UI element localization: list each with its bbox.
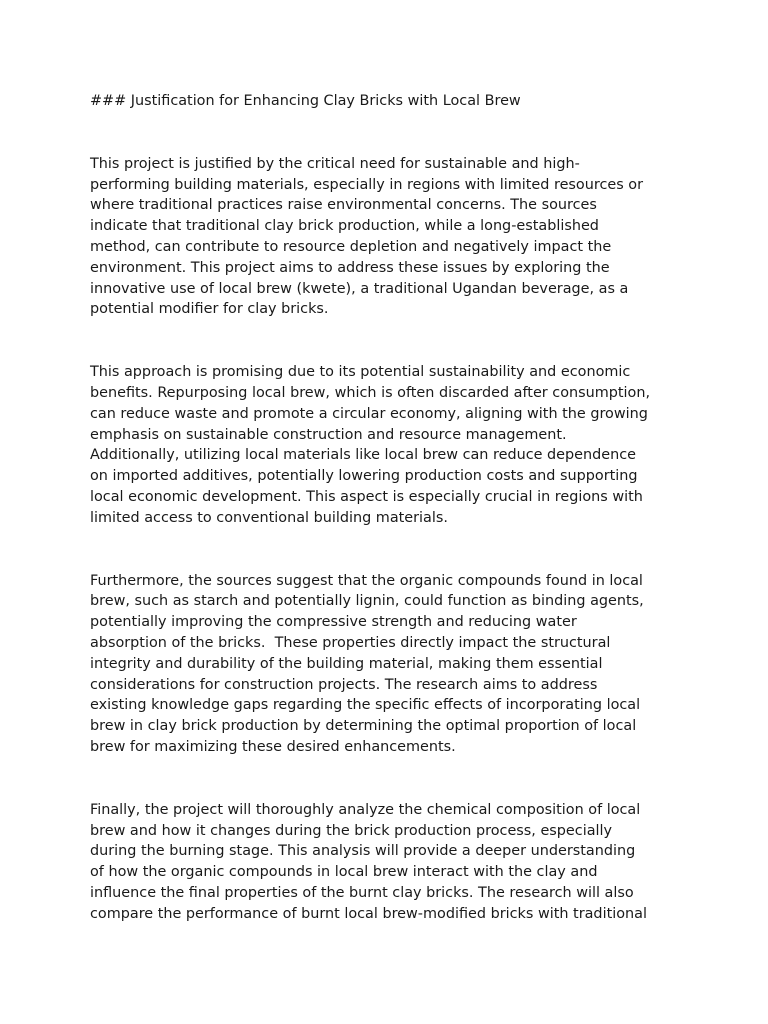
text-line: limited access to conventional building materials. [90,509,448,526]
text-line: performing building materials, especially in regions with limited resources or [90,176,643,193]
text-line: This project is justified by the critical need for sustainable and high- [90,155,580,172]
text-line: absorption of the bricks. These properties directly impact the structural [90,634,611,651]
text-line: potentially improving the compressive strength and reducing water [90,614,577,631]
text-line: during the burning stage. This analysis will provide a deeper understanding [90,843,636,860]
text-line: can reduce waste and promote a circular economy, aligning with the growing [90,405,648,422]
text-line: method, can contribute to resource depletion and negatively impact the [90,238,612,255]
text-line: emphasis on sustainable construction and resource management. [90,426,567,443]
document-page [90,91,690,967]
text-line: local economic development. This aspect is especially crucial in regions with [90,488,643,505]
text-line: innovative use of local brew (kwete), a traditional Ugandan beverage, as a [90,280,629,297]
text-line: integrity and durability of the building material, making them essential [90,655,603,672]
text-line: brew, such as starch and potentially lignin, could function as binding agents, [90,593,644,610]
paragraph-3 [90,571,690,758]
text-line: of how the organic compounds in local brew interact with the clay and [90,864,598,881]
document-heading: ### Justification for Enhancing Clay Bricks with Local Brew [90,93,521,109]
text-line: Furthermore, the sources suggest that the organic compounds found in local [90,572,643,589]
text-line: considerations for construction projects. The research aims to address [90,676,598,693]
text-line: brew for maximizing these desired enhancements. [90,738,456,755]
paragraph-4 [90,800,690,925]
text-line: influence the final properties of the burnt clay bricks. The research will also [90,884,634,901]
text-line: This approach is promising due to its potential sustainability and economic [90,364,631,381]
text-line: compare the performance of burnt local brew-modified bricks with traditional [90,905,647,922]
text-line: existing knowledge gaps regarding the specific effects of incorporating local [90,697,641,714]
text-line: environment. This project aims to address these issues by exploring the [90,259,610,276]
paragraph-1 [90,154,690,320]
text-line: brew in clay brick production by determining the optimal proportion of local [90,718,637,735]
paragraph-2 [90,362,690,528]
text-line: Additionally, utilizing local materials like local brew can reduce dependence [90,447,637,464]
text-line: brew and how it changes during the brick production process, especially [90,822,613,839]
text-line: potential modifier for clay bricks. [90,301,329,318]
text-line: on imported additives, potentially lowering production costs and supporting [90,468,638,485]
text-line: Finally, the project will thoroughly analyze the chemical composition of local [90,801,641,818]
text-line: indicate that traditional clay brick production, while a long-established [90,218,599,235]
text-line: where traditional practices raise environmental concerns. The sources [90,197,597,214]
text-line: benefits. Repurposing local brew, which is often discarded after consumption, [90,384,651,401]
